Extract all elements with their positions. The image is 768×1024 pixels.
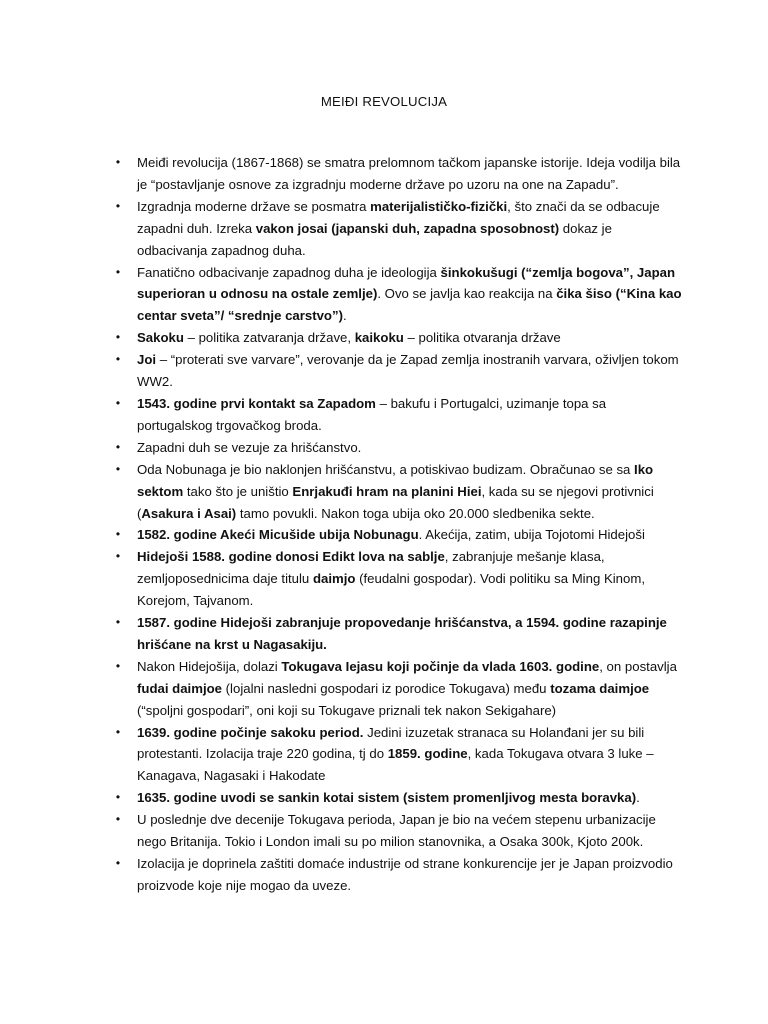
body-text: . <box>636 790 640 806</box>
bold-text: Hidejoši 1588. godine donosi Edikt lova na sablje <box>137 549 445 565</box>
body-text: . Akećija, zatim, ubija Tojotomi Hidejoši <box>418 527 645 543</box>
bullet-point-icon: • <box>115 724 121 739</box>
body-text: Izgradnja moderne države se posmatra <box>137 198 371 214</box>
bold-text: Iko sektom <box>137 461 654 499</box>
bold-text: Joi <box>137 352 157 368</box>
bullet-point-icon: • <box>115 352 121 367</box>
bullet-point-icon: • <box>115 549 121 564</box>
bullet-point-icon: • <box>115 790 121 805</box>
bullet-point-icon: • <box>115 856 121 870</box>
body-text: Meiđi revolucija (1867-1868) se smatra prelomnom tačkom japanske istorije. Ideja vodilja bila je “postavljanje osnove za izgradnju moderne države po uzoru na one na Zapadu”. <box>137 155 681 192</box>
bullet-point-icon: • <box>115 461 121 476</box>
bullet-item <box>112 152 682 196</box>
bold-text: kaikoku <box>354 330 404 346</box>
bullet-point-icon: • <box>115 198 121 213</box>
bold-text: 1587. godine Hidejoši zabranjuje propovedanje hrišćanstva, a 1594. godine razapinje hrišćane na krst u Nagasakiju. <box>137 615 667 652</box>
body-text: , kada su se njegovi protivnici ( <box>137 483 654 521</box>
bullet-item <box>112 459 682 525</box>
page-title: MEIĐI REVOLUCIJA <box>320 94 448 109</box>
bullet-item <box>112 524 682 546</box>
bold-text: Enrjakuđi hram na planini Hiei <box>292 483 482 499</box>
body-text: Fanatično odbacivanje zapadnog duha je ideologija <box>137 264 441 280</box>
bullet-point-icon: • <box>115 658 121 673</box>
body-text: . Ovo se javlja kao reakcija na <box>377 286 557 302</box>
body-text: , kada Tokugava otvara 3 luke – Kanagava, Nagasaki i Hakodate <box>137 746 654 784</box>
body-text: , što znači da se odbacuje zapadni duh. Izreka <box>137 198 660 236</box>
body-text: Nakon Hidejošija, dolazi <box>137 658 282 674</box>
bold-text: materijalističko-fizički <box>370 198 508 214</box>
bullet-item <box>112 262 682 328</box>
bold-text: vakon josai (japanski duh, zapadna sposobnost) <box>255 220 560 236</box>
bold-text: Sakoku <box>137 330 184 346</box>
bullet-item <box>112 393 682 437</box>
body-text: Oda Nobunaga je bio naklonjen hrišćanstvu, a potiskivao budizam. Obračunao se sa <box>137 461 635 477</box>
bullet-point-icon: • <box>115 439 121 454</box>
bullet-item <box>112 722 682 788</box>
body-text: tamo povukli. Nakon toga ubija oko 20.000 sledbenika sekte. <box>236 505 595 521</box>
bold-text: daimjo <box>312 571 356 587</box>
bullet-item <box>112 787 682 809</box>
bold-text: 1635. godine uvodi se sankin kotai sistem (sistem promenljivog mesta boravka) <box>137 790 637 806</box>
bold-text: fudai daimjoe <box>137 680 222 696</box>
body-text: , on postavlja <box>599 658 677 674</box>
bold-text: 1582. godine Akeći Micušide ubija Nobunagu <box>137 527 419 543</box>
body-text: Jedini izuzetak stranaca su Holanđani jer su bili protestanti. Izolacija traje 220 godina, tj do <box>137 724 645 762</box>
body-text: – politika zatvaranja države, <box>183 330 355 346</box>
body-text: – politika otvaranja države <box>403 330 561 346</box>
body-text: (“spoljni gospodari”, oni koji su Tokugave priznali tek nakon Sekigahare) <box>137 702 557 718</box>
bullet-point-icon: • <box>115 155 121 169</box>
body-text: . <box>342 308 347 324</box>
body-text: – bakufu i Portugalci, uzimanje topa sa portugalskog trgovačkog broda. <box>137 395 607 433</box>
bold-text: Asakura i Asai) <box>141 505 237 521</box>
bullet-item <box>112 612 682 656</box>
body-text: Izolacija je doprinela zaštiti domaće industrije od strane konkurencije jer je Japan proizvodio proizvode koje nije mogao da uveze. <box>137 856 673 893</box>
body-text: U poslednje dve decenije Tokugava perioda, Japan je bio na većem stepenu urbanizacije nego Britanija. Tokio i London imali su po milion stanovnika, a Osaka 300k, Kjoto 200k. <box>137 812 656 850</box>
bullet-point-icon: • <box>115 527 121 542</box>
bullet-item <box>112 656 682 722</box>
bullet-point-icon: • <box>115 395 121 410</box>
bold-text: 1859. godine <box>387 746 468 762</box>
bullet-point-icon: • <box>115 330 121 345</box>
bullet-item <box>112 349 682 393</box>
bold-text: tozama daimjoe <box>550 680 650 696</box>
bullet-item <box>112 327 682 349</box>
body-text: tako što je uništio <box>183 483 293 499</box>
bullet-item <box>112 809 682 853</box>
bullet-point-icon: • <box>115 615 121 630</box>
bullet-item <box>112 437 682 459</box>
bold-text: 1543. godine prvi kontakt sa Zapadom <box>137 395 376 411</box>
bold-text: čika šiso (“Kina kao centar sveta”/ “srednje carstvo”) <box>137 286 682 324</box>
body-text: , zabranjuje mešanje klasa, zemljoposednicima daje titulu <box>137 549 605 587</box>
bullet-point-icon: • <box>115 264 121 279</box>
bold-text: Tokugava Iejasu koji počinje da vlada 1603. godine <box>281 658 600 674</box>
bold-text: 1639. godine počinje sakoku period. <box>137 724 364 740</box>
bold-text: šinkokušugi (“zemlja bogova”, Japan superioran u odnosu na ostale zemlje) <box>137 264 676 302</box>
body-text: dokaz je odbacivanja zapadnog duha. <box>137 220 612 258</box>
bullet-item <box>112 196 682 262</box>
bullet-list <box>112 152 682 897</box>
body-text: (lojalni nasledni gospodari iz porodice Tokugava) među <box>222 680 551 696</box>
bullet-item <box>112 853 682 897</box>
body-text: (feudalni gospodar). Vodi politiku sa Ming Kinom, Korejom, Tajvanom. <box>137 571 645 609</box>
body-text: Zapadni duh se vezuje za hrišćanstvo. <box>137 439 362 455</box>
bullet-point-icon: • <box>115 812 121 827</box>
bullet-item <box>112 546 682 612</box>
body-text: – “proterati sve varvare”, verovanje da je Zapad zemlja inostranih varvara, oživljen tokom WW2. <box>137 352 679 390</box>
